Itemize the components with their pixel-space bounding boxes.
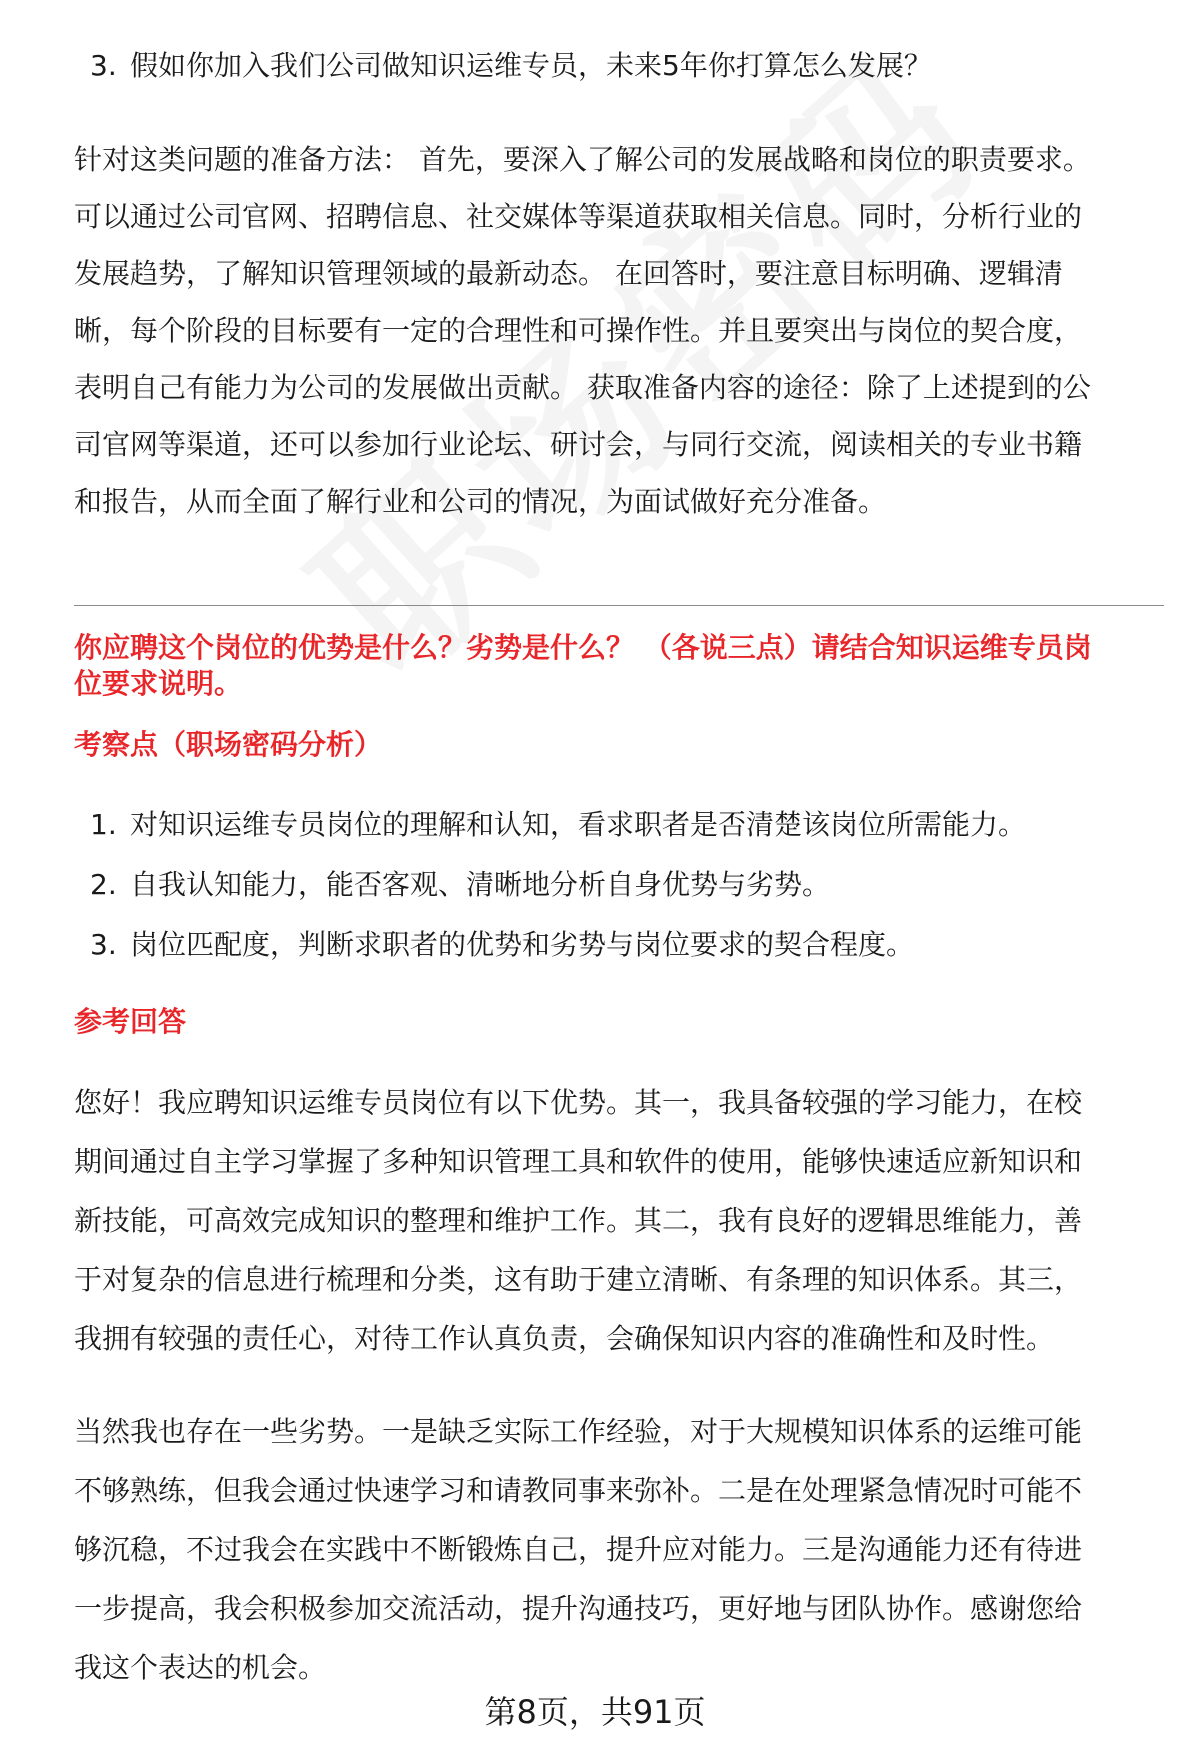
list-item <box>90 805 1026 845</box>
list-item <box>90 925 914 965</box>
paragraph-line: 表明自己有能力为公司的发展做出贡献。 获取准备内容的途径：除了上述提到的公 <box>74 371 1091 404</box>
list-number: 3. <box>90 928 117 961</box>
question-title-line: 位要求说明。 <box>74 667 243 700</box>
reference-answer-heading: 参考回答 <box>74 1005 187 1038</box>
paragraph-line: 新技能，可高效完成知识的整理和维护工作。其二，我有良好的逻辑思维能力，善 <box>74 1204 1083 1237</box>
page-number-footer: 第8页，共91页 <box>484 1693 706 1731</box>
paragraph-line: 我这个表达的机会。 <box>74 1651 327 1684</box>
list-item-question-3 <box>90 46 932 86</box>
list-number: 3. <box>90 49 117 82</box>
paragraph-line: 当然我也存在一些劣势。一是缺乏实际工作经验，对于大规模知识体系的运维可能 <box>74 1415 1083 1448</box>
paragraph-line: 期间通过自主学习掌握了多种知识管理工具和软件的使用，能够快速适应新知识和 <box>74 1145 1083 1178</box>
list-item <box>90 865 830 905</box>
section-divider <box>74 605 1164 606</box>
paragraph-line: 可以通过公司官网、招聘信息、社交媒体等渠道获取相关信息。同时，分析行业的 <box>74 200 1083 233</box>
paragraph-line: 不够熟练，但我会通过快速学习和请教同事来弥补。二是在处理紧急情况时可能不 <box>74 1474 1083 1507</box>
exam-points-heading: 考察点（职场密码分析） <box>74 728 383 761</box>
paragraph-line: 司官网等渠道，还可以参加行业论坛、研讨会，与同行交流，阅读相关的专业书籍 <box>74 428 1083 461</box>
question-title-line: 你应聘这个岗位的优势是什么？劣势是什么？ （各说三点）请结合知识运维专员岗 <box>74 631 1092 664</box>
paragraph-line: 一步提高，我会积极参加交流活动，提升沟通技巧，更好地与团队协作。感谢您给 <box>74 1592 1083 1625</box>
paragraph-line: 发展趋势，了解知识管理领域的最新动态。 在回答时，要注意目标明确、逻辑清 <box>74 257 1063 290</box>
watermark-text <box>250 0 1027 723</box>
list-text: 自我认知能力，能否客观、清晰地分析自身优势与劣势。 <box>130 868 831 901</box>
list-text: 假如你加入我们公司做知识运维专员，未来5年你打算怎么发展？ <box>130 49 932 82</box>
paragraph-line: 晰，每个阶段的目标要有一定的合理性和可操作性。并且要突出与岗位的契合度， <box>74 314 1083 347</box>
paragraph-line: 于对复杂的信息进行梳理和分类，这有助于建立清晰、有条理的知识体系。其三， <box>74 1263 1083 1296</box>
paragraph-line: 针对这类问题的准备方法： 首先，要深入了解公司的发展战略和岗位的职责要求。 <box>74 143 1091 176</box>
paragraph-line: 够沉稳，不过我会在实践中不断锻炼自己，提升应对能力。三是沟通能力还有待进 <box>74 1533 1083 1566</box>
list-text: 对知识运维专员岗位的理解和认知，看求职者是否清楚该岗位所需能力。 <box>130 808 1027 841</box>
list-text: 岗位匹配度，判断求职者的优势和劣势与岗位要求的契合程度。 <box>130 928 915 961</box>
paragraph-line: 和报告，从而全面了解行业和公司的情况，为面试做好充分准备。 <box>74 485 887 518</box>
paragraph-line: 我拥有较强的责任心，对待工作认真负责，会确保知识内容的准确性和及时性。 <box>74 1322 1055 1355</box>
list-number: 1. <box>90 808 117 841</box>
paragraph-line: 您好！我应聘知识运维专员岗位有以下优势。其一，我具备较强的学习能力，在校 <box>74 1086 1083 1119</box>
list-number: 2. <box>90 868 117 901</box>
